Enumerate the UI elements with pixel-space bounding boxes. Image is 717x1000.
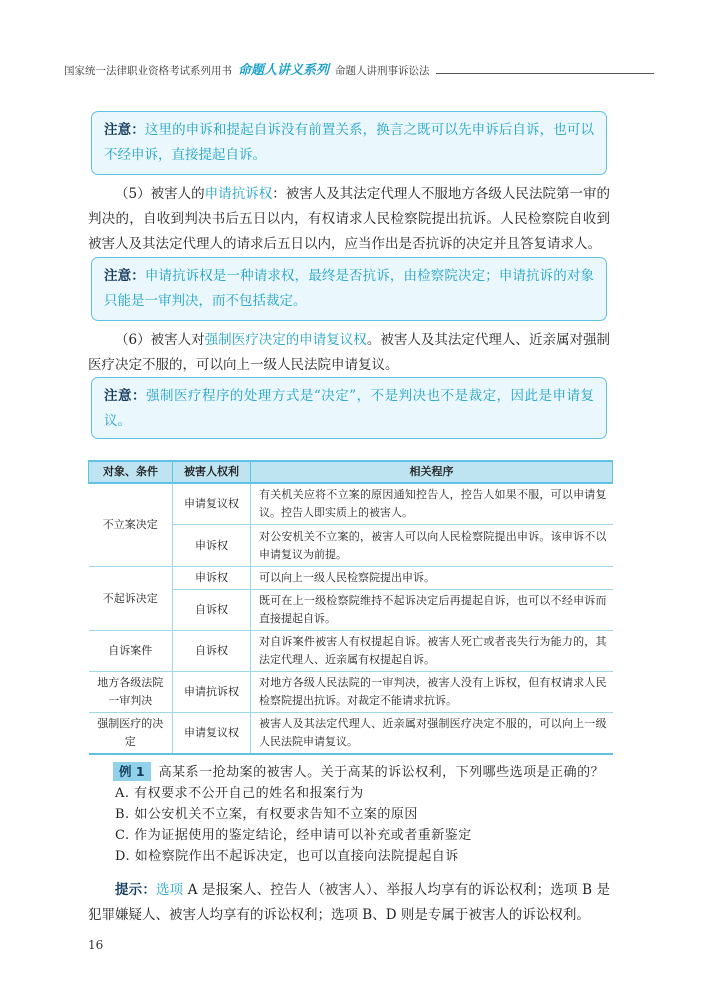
series-title: 国家统一法律职业资格考试系列用书 [64,65,232,77]
option-b: B. 如公安机关不立案，有权要求告知不立案的原因 [115,807,418,822]
hint-text: A 是报案人、控告人（被害人）、举报人均享有的诉讼权利；选项 B 是犯罪嫌疑人、被害人均享有的诉讼权利；选项 B、D 则是专属于被害人的诉讼权利。 [88,882,611,923]
paragraph-keyword: 申请抗诉权 [204,186,273,202]
right-cell: 申诉权 [173,567,251,590]
object-cell: 不立案决定 [89,483,173,567]
note-box-appeal [91,111,607,175]
table-row [89,567,613,590]
example-question-text: 高某系一抢劫案的被害人。关于高某的诉讼权利，下列哪些选项是正确的？ [158,765,605,780]
object-cell: 不起诉决定 [89,567,173,631]
note-text: 申请抗诉权是一种请求权，最终是否抗诉，由检察院决定；申请抗诉的对象只能是一审判决，而不包括裁定。 [104,268,594,309]
procedure-cell: 对公安机关不立案的，被害人可以向人民检察院提出申诉。该申诉不以申请复议为前提。 [251,525,613,567]
paragraph-6 [88,328,610,378]
object-cell [89,672,173,713]
object-line: 一审判决 [108,694,153,707]
book-title: 命题人讲刑事诉讼法 [335,65,430,77]
right-cell: 申请抗诉权 [173,672,251,713]
paragraph-keyword: 强制医疗决定的申请复议权 [204,332,367,348]
note-label: 注意： [104,268,145,284]
hint-paragraph [88,878,610,928]
table-header-row [89,461,613,483]
option-d: D. 如检察院作出不起诉决定，也可以直接向法院提起自诉 [115,849,459,864]
right-cell: 自诉权 [173,590,251,631]
table-row [89,631,613,672]
right-cell: 申请复议权 [173,713,251,755]
procedure-cell: 既可在上一级检察院维持不起诉决定后再提起自诉，也可以不经申诉而直接提起自诉。 [251,590,613,631]
right-cell: 申诉权 [173,525,251,567]
running-header [64,62,654,78]
paragraph-text: 。被害人及其法定代理人、近亲属对强制医疗决定不服的，可以向上一级人民法院申请复议。 [88,332,611,373]
right-cell: 自诉权 [173,631,251,672]
procedure-cell: 可以向上一级人民检察院提出申诉。 [251,567,613,590]
object-cell: 强制医疗的决定 [89,713,173,755]
procedure-cell: 对地方各级人民法院的一审判决，被害人没有上诉权，但有权请求人民检察院提出抗诉。对裁定不能请求抗诉。 [251,672,613,713]
table-header-cell: 相关程序 [251,461,613,483]
option-c: C. 作为证据使用的鉴定结论，经申请可以补充或者重新鉴定 [115,828,472,843]
hint-label: 提示： [115,882,156,898]
example-question [115,762,615,867]
note-label: 注意： [104,388,146,404]
option-a: A. 有权要求不公开自己的姓名和报案行为 [115,786,364,801]
object-line: 地方各级法院 [97,676,164,689]
table-row [89,672,613,713]
table-row [89,713,613,755]
series-brand: 命题人讲义系列 [238,63,330,78]
note-text: 这里的申诉和提起自诉没有前置关系，换言之既可以先申诉后自诉，也可以不经申诉，直接提起自诉。 [104,122,594,163]
paragraph-text: ：被害人及其法定代理人不服地方各级人民法院第一审的判决的，自收到判决书后五日以内，有权请求人民检察院提出抗诉。人民检察院自收到被害人及其法定代理人的请求后五日以内，应当作出是否抗诉的决定并且答复请求人。 [88,186,611,252]
procedure-cell: 有关机关应将不立案的原因通知控告人，控告人如果不服，可以申请复议。控告人即实质上的被害人。 [251,483,613,525]
object-cell: 自诉案件 [89,631,173,672]
paragraph-5 [88,182,610,257]
paragraph-prefix: （6）被害人对 [115,332,205,348]
note-box-medical [91,377,607,439]
example-stem [113,762,615,783]
victim-rights-table [88,460,613,755]
table-row [89,483,613,525]
hint-keyword: 选项 [155,882,184,898]
table-header-cell: 对象、条件 [89,461,173,483]
procedure-cell: 对自诉案件被害人有权提起自诉。被害人死亡或者丧失行为能力的，其法定代理人、近亲属有权提起自诉。 [251,631,613,672]
table-header-cell: 被害人权利 [173,461,251,483]
example-badge: 例 1 [113,762,151,781]
procedure-cell: 被害人及其法定代理人、近亲属对强制医疗决定不服的，可以向上一级人民法院申请复议。 [251,713,613,755]
paragraph-prefix: （5）被害人的 [115,186,205,202]
note-label: 注意： [104,122,145,138]
header-rule [436,73,654,74]
page-number: 16 [88,938,104,952]
note-box-protest [91,257,607,321]
right-cell: 申请复议权 [173,483,251,525]
note-text: 强制医疗程序的处理方式是“决定”，不是判决也不是裁定，因此是申请复议。 [104,388,595,429]
